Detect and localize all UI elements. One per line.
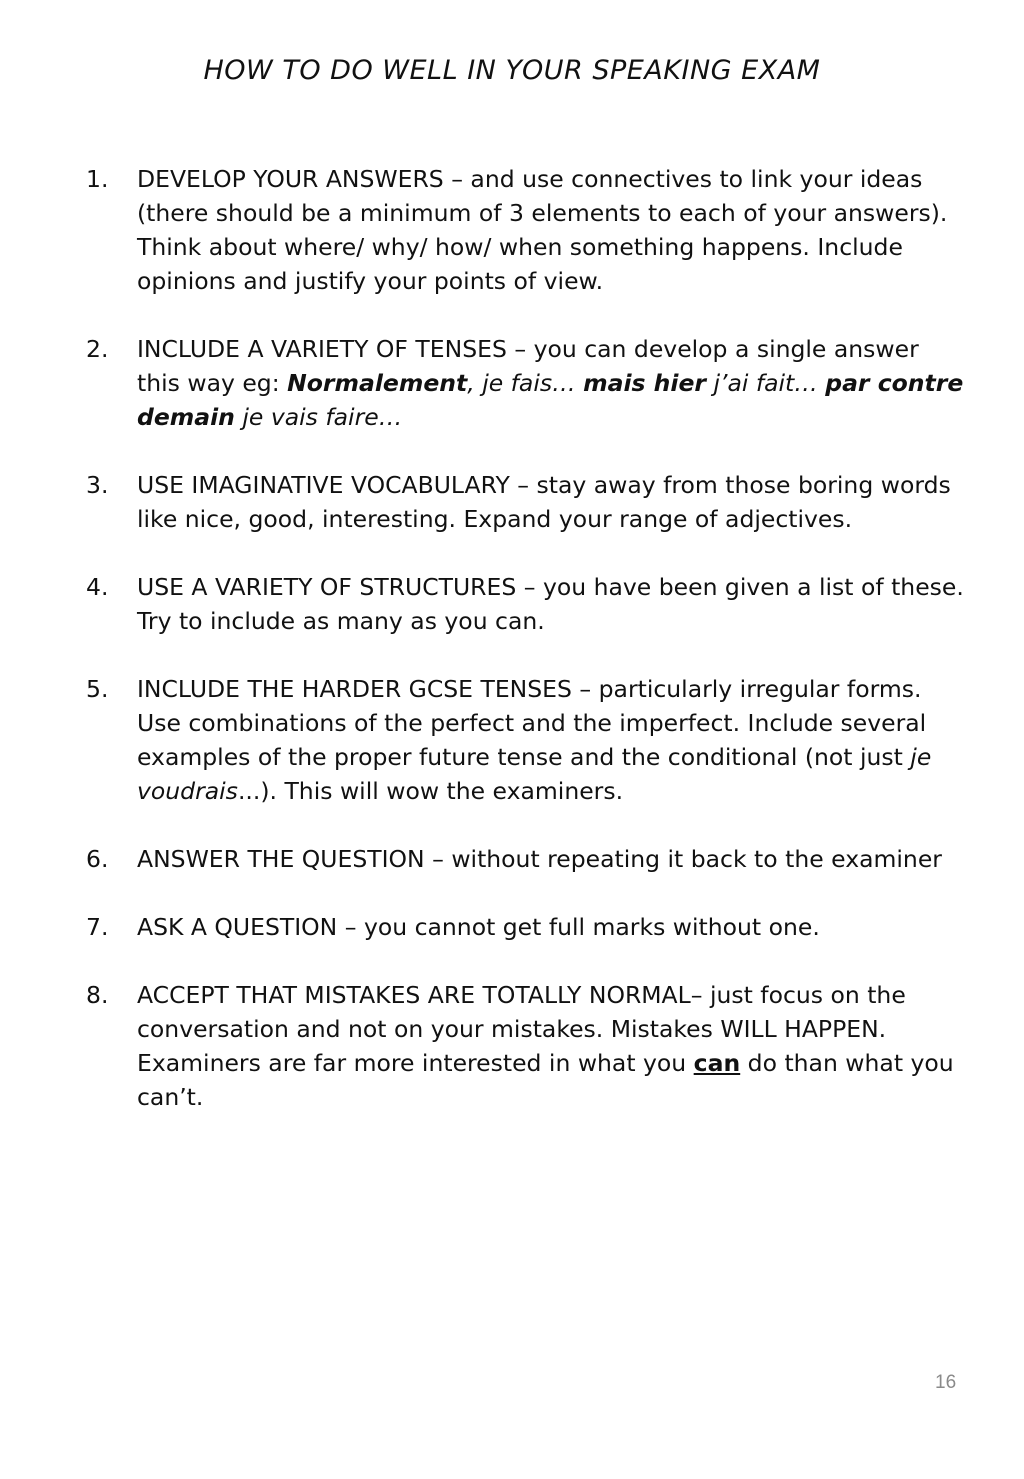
item-heading: ASK A QUESTION — [137, 913, 338, 941]
item-number: 8. — [86, 981, 109, 1009]
list-item — [0, 332, 1024, 434]
item-text: – just focus on the conversation and not on your mistakes. Mistakes WILL HAPPEN. Examiners are far more interested in what you — [137, 981, 906, 1077]
page-title: HOW TO DO WELL IN YOUR SPEAKING EXAM — [203, 55, 821, 86]
item-heading: ANSWER THE QUESTION — [137, 845, 425, 873]
example-word: Normalement — [287, 369, 468, 397]
item-heading: INCLUDE A VARIETY OF TENSES — [137, 335, 507, 363]
item-text: – stay away from those boring words like nice, good, interesting. Expand your range of adjectives. — [137, 471, 951, 533]
list-item — [0, 978, 1024, 1114]
page-number: 16 — [935, 1372, 957, 1393]
item-heading: DEVELOP YOUR ANSWERS — [137, 165, 444, 193]
item-number: 6. — [86, 845, 109, 873]
item-text: – without repeating it back to the examiner — [424, 845, 942, 873]
item-heading: USE A VARIETY OF STRUCTURES — [137, 573, 517, 601]
item-text-end: do than what you can’t. — [137, 1049, 954, 1111]
item-text: – you have been given a list of these. Try to include as many as you can. — [137, 573, 964, 635]
list-item — [0, 468, 1024, 536]
item-text: – particularly irregular forms. Use combinations of the perfect and the imperfect. Include several examples of the proper future tense and the conditional (not just — [137, 675, 927, 771]
list-item — [0, 570, 1024, 638]
item-text-end: ...). This will wow the examiners. — [237, 777, 624, 805]
list-item — [0, 842, 1024, 876]
example-text: j’ai fait… — [705, 369, 826, 397]
tips-list — [0, 162, 1024, 1148]
underlined-word: can — [693, 1049, 741, 1077]
item-heading: USE IMAGINATIVE VOCABULARY — [137, 471, 510, 499]
item-number: 2. — [86, 335, 109, 363]
example-word: par contre demain — [137, 369, 964, 431]
item-text: – you can develop a single answer this way eg: — [137, 335, 919, 397]
item-number: 3. — [86, 471, 109, 499]
item-text: – and use connectives to link your ideas (there should be a minimum of 3 elements to each of your answers). Think about where/ why/ how/ when something happens. Include opinions and justify your points of view. — [137, 165, 948, 295]
list-item — [0, 672, 1024, 808]
item-text: – you cannot get full marks without one. — [337, 913, 820, 941]
item-number: 5. — [86, 675, 109, 703]
item-number: 4. — [86, 573, 109, 601]
example-text: je vais faire… — [234, 403, 403, 431]
example-text: , je fais… — [467, 369, 584, 397]
item-heading: ACCEPT THAT MISTAKES ARE TOTALLY NORMAL — [137, 981, 691, 1009]
list-item — [0, 910, 1024, 944]
item-number: 7. — [86, 913, 109, 941]
item-number: 1. — [86, 165, 109, 193]
list-item — [0, 162, 1024, 298]
italic-phrase: je voudrais — [137, 743, 932, 805]
example-word: mais hier — [583, 369, 706, 397]
item-heading: INCLUDE THE HARDER GCSE TENSES — [137, 675, 572, 703]
